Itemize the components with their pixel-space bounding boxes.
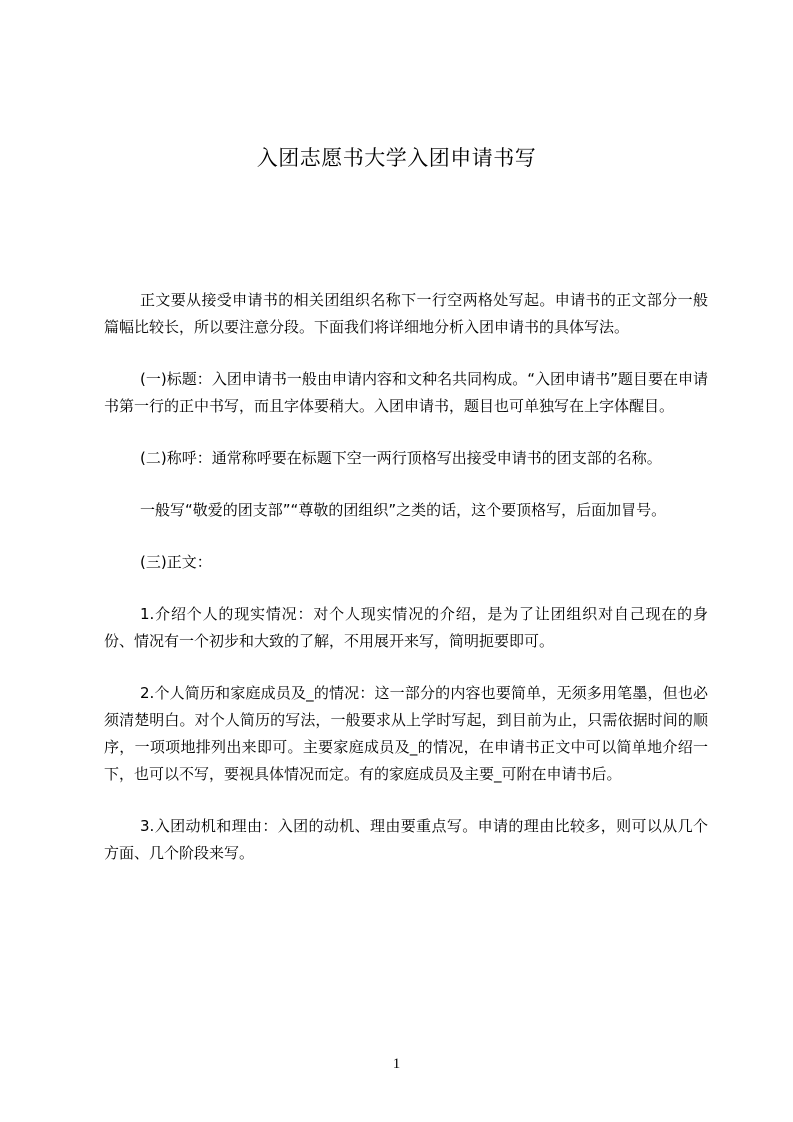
page-number: 1	[392, 1056, 401, 1072]
paragraph-motivation: 3.入团动机和理由：入团的动机、理由要重点写。申请的理由比较多，则可以从几个方面、几个阶段来写。	[104, 817, 708, 862]
paragraph-salutation-section: (二)称呼：通常称呼要在标题下空一两行顶格写出接受申请书的团支部的名称。	[140, 449, 662, 467]
paragraph-salutation-example: 一般写“敬爱的团支部”“尊敬的团组织”之类的话，这个要顶格写，后面加冒号。	[140, 501, 667, 519]
paragraph-personal-situation: 1.介绍个人的现实情况：对个人现实情况的介绍，是为了让团组织对自己现在的身份、情况有一个初步和大致的了解，不用展开来写，简明扼要即可。	[104, 605, 708, 650]
document-body	[104, 287, 708, 892]
document-title: 入团志愿书大学入团申请书写	[256, 146, 537, 170]
paragraph-intro: 正文要从接受申请书的相关团组织名称下一行空两格处写起。申请书的正文部分一般篇幅比较长，所以要注意分段。下面我们将详细地分析入团申请书的具体写法。	[104, 291, 708, 336]
paragraph-body-heading: (三)正文：	[140, 553, 212, 571]
paragraph-resume-family: 2.个人简历和家庭成员及_的情况：这一部分的内容也要简单，无须多用笔墨，但也必须清楚明白。对个人简历的写法，一般要求从上学时写起，到目前为止，只需依据时间的顺序，一项项地排列出来即可。主要家庭成员及_的情况，在申请书正文中可以简单地介绍一下，也可以不写，要视具体情况而定。有的家庭成员及主要_可附在申请书后。	[104, 684, 708, 783]
paragraph-title-section: (一)标题：入团申请书一般由申请内容和文种名共同构成。“入团申请书”题目要在申请书第一行的正中书写，而且字体要稍大。入团申请书，题目也可单独写在上字体醒目。	[104, 370, 708, 415]
